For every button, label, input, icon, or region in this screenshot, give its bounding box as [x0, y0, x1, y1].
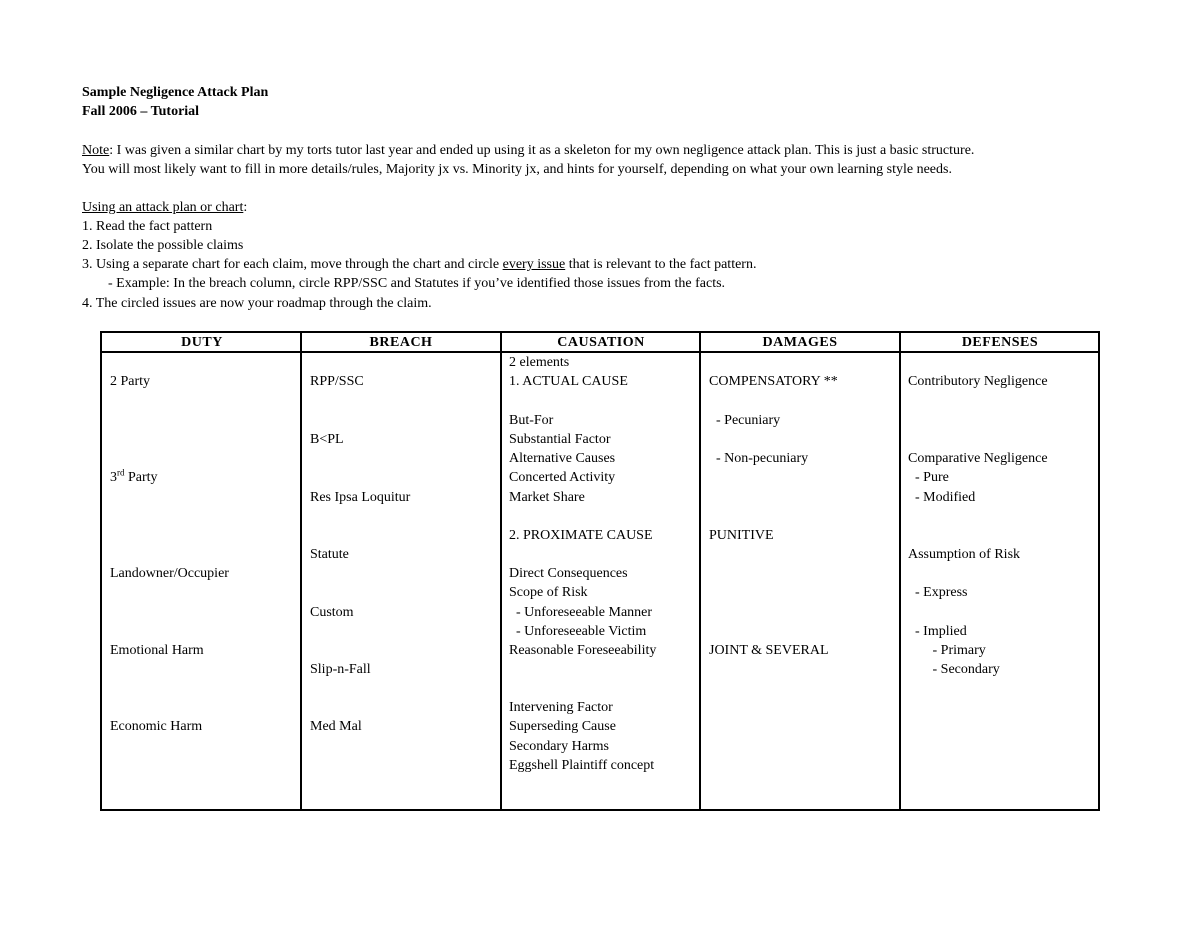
damages-item: - Pecuniary — [709, 413, 781, 428]
causation-item: 2. PROXIMATE CAUSE — [509, 528, 653, 543]
defenses-item: - Primary — [908, 643, 986, 658]
document-subtitle: Fall 2006 – Tutorial — [82, 104, 200, 119]
note-line-2: You will most likely want to fill in more details/rules, Majority jx vs. Minority jx, and hints for yourself, depending on what your own learning style needs. — [82, 162, 952, 177]
damages-item: - Non-pecuniary — [709, 451, 809, 466]
step-2: 2. Isolate the possible claims — [82, 238, 244, 253]
column-divider — [500, 333, 502, 809]
defenses-item: Comparative Negligence — [908, 451, 1048, 466]
column-divider — [899, 333, 901, 809]
defenses-item: Contributory Negligence — [908, 374, 1048, 389]
damages-item: JOINT & SEVERAL — [709, 643, 829, 658]
breach-item: Med Mal — [310, 719, 362, 734]
damages-item: COMPENSATORY ** — [709, 374, 838, 389]
breach-item: Statute — [310, 547, 349, 562]
step-3-example: - Example: In the breach column, circle RPP/SSC and Statutes if you’ve identified those issues from the facts. — [108, 276, 726, 291]
step-1: 1. Read the fact pattern — [82, 219, 213, 234]
header-duty: DUTY — [181, 335, 223, 350]
defenses-item: - Pure — [908, 470, 949, 485]
header-divider — [102, 351, 1098, 353]
instructions-heading: Using an attack plan or chart — [82, 200, 244, 215]
causation-item: Direct Consequences — [509, 566, 628, 581]
causation-item: Scope of Risk — [509, 585, 588, 600]
document-title: Sample Negligence Attack Plan — [82, 85, 269, 100]
breach-item: B<PL — [310, 432, 344, 447]
defenses-item: - Express — [908, 585, 968, 600]
step-3-emphasis: every issue — [502, 257, 566, 272]
causation-item: 2 elements — [509, 355, 570, 370]
duty-third-suffix: rd — [117, 467, 125, 478]
step-3-text-a: 3. Using a separate chart for each claim, move through the chart and circle — [82, 257, 503, 272]
duty-emotional-harm: Emotional Harm — [110, 643, 204, 658]
causation-item: Substantial Factor — [509, 432, 611, 447]
causation-item: - Unforeseeable Victim — [509, 624, 647, 639]
causation-item: Intervening Factor — [509, 700, 613, 715]
duty-third-number: 3 — [110, 470, 117, 485]
duty-third-party — [110, 468, 158, 487]
causation-item: 1. ACTUAL CAUSE — [509, 374, 628, 389]
note-line-1 — [82, 141, 974, 160]
header-causation: CAUSATION — [557, 335, 645, 350]
step-3-text-b: that is relevant to the fact pattern. — [565, 257, 757, 272]
causation-item: - Unforeseeable Manner — [509, 605, 653, 620]
defenses-item: Assumption of Risk — [908, 547, 1021, 562]
duty-third-label: Party — [124, 470, 158, 485]
instructions-heading-line — [82, 198, 247, 217]
causation-item: Concerted Activity — [509, 470, 616, 485]
breach-item: RPP/SSC — [310, 374, 364, 389]
causation-item: But-For — [509, 413, 554, 428]
attack-plan-table — [100, 331, 1100, 811]
header-breach: BREACH — [369, 335, 433, 350]
note-text-1: : I was given a similar chart by my torts tutor last year and ended up using it as a skeleton for my own negligence attack plan. This is just a basic structure. — [109, 143, 975, 158]
breach-item: Res Ipsa Loquitur — [310, 490, 411, 505]
causation-item: Reasonable Foreseeability — [509, 643, 657, 658]
step-3 — [82, 255, 756, 274]
column-divider — [300, 333, 302, 809]
duty-economic-harm: Economic Harm — [110, 719, 203, 734]
defenses-item: - Implied — [908, 624, 967, 639]
breach-item: Custom — [310, 605, 354, 620]
defenses-item: - Secondary — [908, 662, 1000, 677]
causation-item: Alternative Causes — [509, 451, 616, 466]
header-damages: DAMAGES — [762, 335, 838, 350]
duty-two-party: 2 Party — [110, 374, 151, 389]
causation-item: Market Share — [509, 490, 585, 505]
damages-item: PUNITIVE — [709, 528, 774, 543]
causation-item: Eggshell Plaintiff concept — [509, 758, 655, 773]
instructions-heading-colon: : — [243, 200, 248, 215]
note-label: Note — [82, 143, 110, 158]
duty-landowner: Landowner/Occupier — [110, 566, 229, 581]
breach-item: Slip-n-Fall — [310, 662, 371, 677]
step-4: 4. The circled issues are now your roadmap through the claim. — [82, 296, 432, 311]
header-defenses: DEFENSES — [961, 335, 1039, 350]
causation-item: Secondary Harms — [509, 739, 609, 754]
defenses-item: - Modified — [908, 490, 976, 505]
column-divider — [699, 333, 701, 809]
causation-item: Superseding Cause — [509, 719, 616, 734]
